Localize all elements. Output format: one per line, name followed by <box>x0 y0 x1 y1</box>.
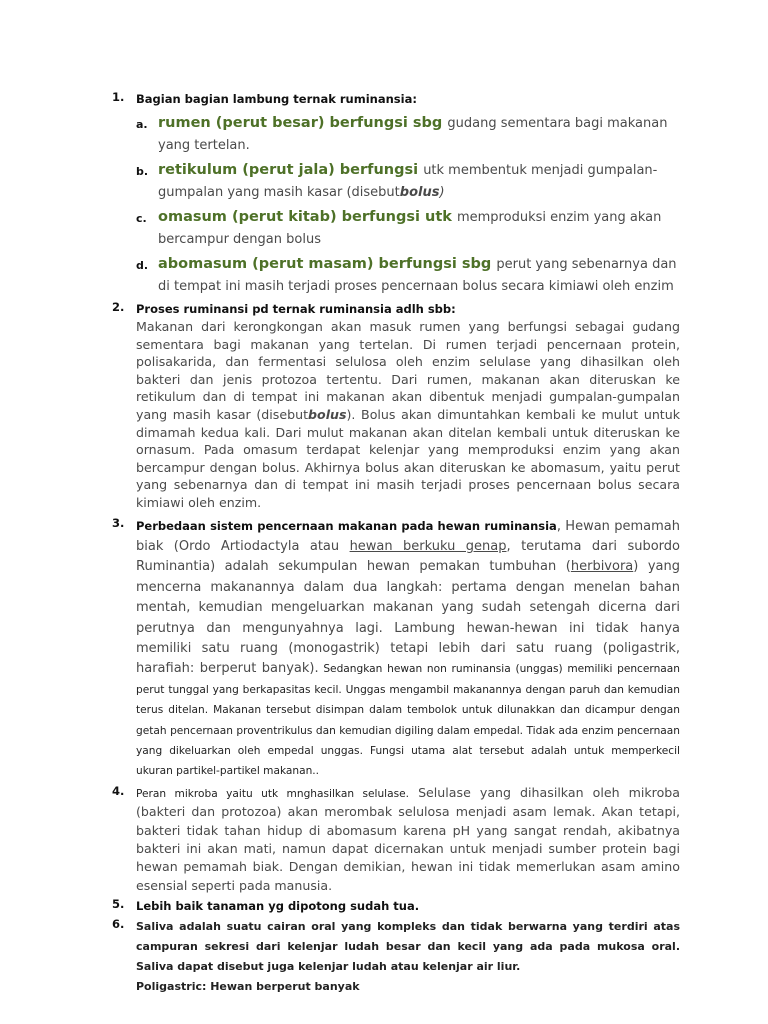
item-number: 5. <box>112 897 125 912</box>
bolus-term: bolus <box>308 406 347 422</box>
sub-letter: d. <box>136 259 149 272</box>
herbivora-link[interactable]: herbivora <box>570 559 634 575</box>
sublist-item-a <box>136 112 680 156</box>
organ-description: utk membentuk menjadi gumpalan-gumpalan yang masih kasar (disebut <box>158 163 658 200</box>
paragraph-text: , Hewan pemamah biak (Ordo Artiodactyla atau <box>136 518 681 554</box>
closing-paren: ) <box>439 185 445 200</box>
comparison-paragraph <box>136 516 680 782</box>
answer-list <box>0 90 768 997</box>
item-heading: Bagian bagian lambung ternak ruminansia: <box>136 92 417 106</box>
organ-description: memproduksi enzim yang akan bercampur dengan bolus <box>158 210 662 247</box>
list-item-6 <box>0 917 768 997</box>
sublist-item-b <box>136 159 680 203</box>
item-number: 4. <box>112 783 125 798</box>
item-heading: Proses ruminansi pd ternak ruminansia adlh sbb: <box>136 302 456 316</box>
item-number: 6. <box>112 917 125 932</box>
organ-term: retikulum (perut jala) berfungsi <box>158 162 419 178</box>
microbe-lead: Peran mikroba yaitu utk mnghasilkan selulase. <box>136 787 410 800</box>
list-item-2 <box>0 300 768 512</box>
hewan-berkuku-genap-link[interactable]: hewan berkuku genap <box>349 538 507 554</box>
paragraph-text: Makanan dari kerongkongan akan masuk rumen yang berfungsi sebagai gudang sementara bagi makanan yang tertelan. Di rumen terjadi pencernaan protein, polisakarida, dan fermentasi selulosa oleh enzim selulase yang dihasilkan oleh bakteri dan jenis protozoa tertentu. Dari rumen, makanan akan diteruskan ke retikulum dan di tempat ini makanan akan dibentuk menjadi gumpalan-gumpalan yang masih kasar (disebut <box>136 319 680 422</box>
item-number: 3. <box>112 515 125 530</box>
list-item-4 <box>0 784 768 895</box>
organ-term: abomasum (perut masam) berfungsi sbg <box>158 256 492 272</box>
paragraph-text: ). Bolus akan dimuntahkan kembali ke mulut untuk dimamah kedua kali. Dari mulut makanan akan ditelan kembali untuk diteruskan ke ornasum. Pada omasum terdapat kelenjar yang memproduksi enzim yang akan bercampur dengan bolus. Akhirnya bolus akan diteruskan ke abomasum, yaitu perut yang sebenarnya dan di tempat ini masih terjadi proses pencernaan bolus secara kimiawi oleh enzim. <box>136 406 681 510</box>
sub-letter: a. <box>136 118 148 131</box>
organ-description: perut yang sebenarnya dan di tempat ini masih terjadi proses pencernaan bolus secara kimiawi oleh enzim <box>158 257 677 294</box>
sublist-item-c <box>136 206 680 250</box>
organ-description: gudang sementara bagi makanan yang tertelan. <box>158 116 668 153</box>
item-number: 1. <box>112 90 125 104</box>
sublist-item-d <box>136 253 680 297</box>
saliva-paragraph: Saliva adalah suatu cairan oral yang kompleks dan tidak berwarna yang terdiri atas campuran sekresi dari kelenjar ludah besar dan kecil yang ada pada mukosa oral. Saliva dapat disebut juga kelenjar ludah atau kelenjar air liur. <box>136 920 680 974</box>
sub-letter: b. <box>136 165 149 178</box>
list-item-3 <box>0 516 768 782</box>
paragraph-text: Selulase yang dihasilkan oleh mikroba (bakteri dan protozoa) akan merombak selulosa menjadi asam lemak. Akan tetapi, bakteri tidak tahan hidup di abomasum karena pH yang sangat rendah, akibatnya bakteri ini akan mati, namun dapat dicernakan untuk menjadi sumber protein bagi hewan pemamah biak. Dengan demikian, hewan ini tidak memerlukan asam amino esensial seperti pada manusia. <box>136 784 680 893</box>
item-number: 2. <box>112 300 125 314</box>
item-heading: Lebih baik tanaman yg dipotong sudah tua. <box>136 899 420 914</box>
paragraph-text: ) yang mencerna makanannya dalam dua langkah: pertama dengan menelan bahan mentah, kemudian mengeluarkan makanan yang sudah setengah dicerna dari perutnya dan mengunyahnya lagi. Lambung hewan-hewan ini tidak hanya memiliki satu ruang (monogastrik) tetapi lebih dari satu ruang (poligastrik, harafiah: berperut banyak). <box>136 559 681 677</box>
sublist <box>136 112 680 297</box>
ruminasi-paragraph <box>136 318 680 512</box>
organ-term: omasum (perut kitab) berfungsi utk <box>158 209 452 225</box>
item-heading: Perbedaan sistem pencernaan makanan pada hewan ruminansia <box>136 518 557 533</box>
list-item-5 <box>0 897 768 915</box>
paragraph-text: , terutama dari subordo Ruminantia) adalah sekumpulan hewan pemakan tumbuhan ( <box>136 538 680 575</box>
list-item-1 <box>0 90 768 297</box>
sub-letter: c. <box>136 212 147 225</box>
bolus-term: bolus <box>399 185 440 200</box>
organ-term: rumen (perut besar) berfungsi sbg <box>158 115 443 131</box>
poligastric-note: Poligastric: Hewan berperut banyak <box>136 980 360 994</box>
microbe-paragraph <box>136 784 680 895</box>
non-ruminant-text: Sedangkan hewan non ruminansia (unggas) memiliki pencernaan perut tunggal yang berkapasitas kecil. Unggas mengambil makanannya dengan paruh dan kemudian terus ditelan. Makanan tersebut disimpan dalam tembolok untuk dilunakkan dan dicampur dengan getah pencernaan proventrikulus dan kemudian digiling dalam empedal. Tidak ada enzim pencernaan yang dikeluarkan oleh empedal unggas. Fungsi utama alat tersebut adalah untuk memperkecil ukuran partikel-partikel makanan.. <box>136 663 680 778</box>
